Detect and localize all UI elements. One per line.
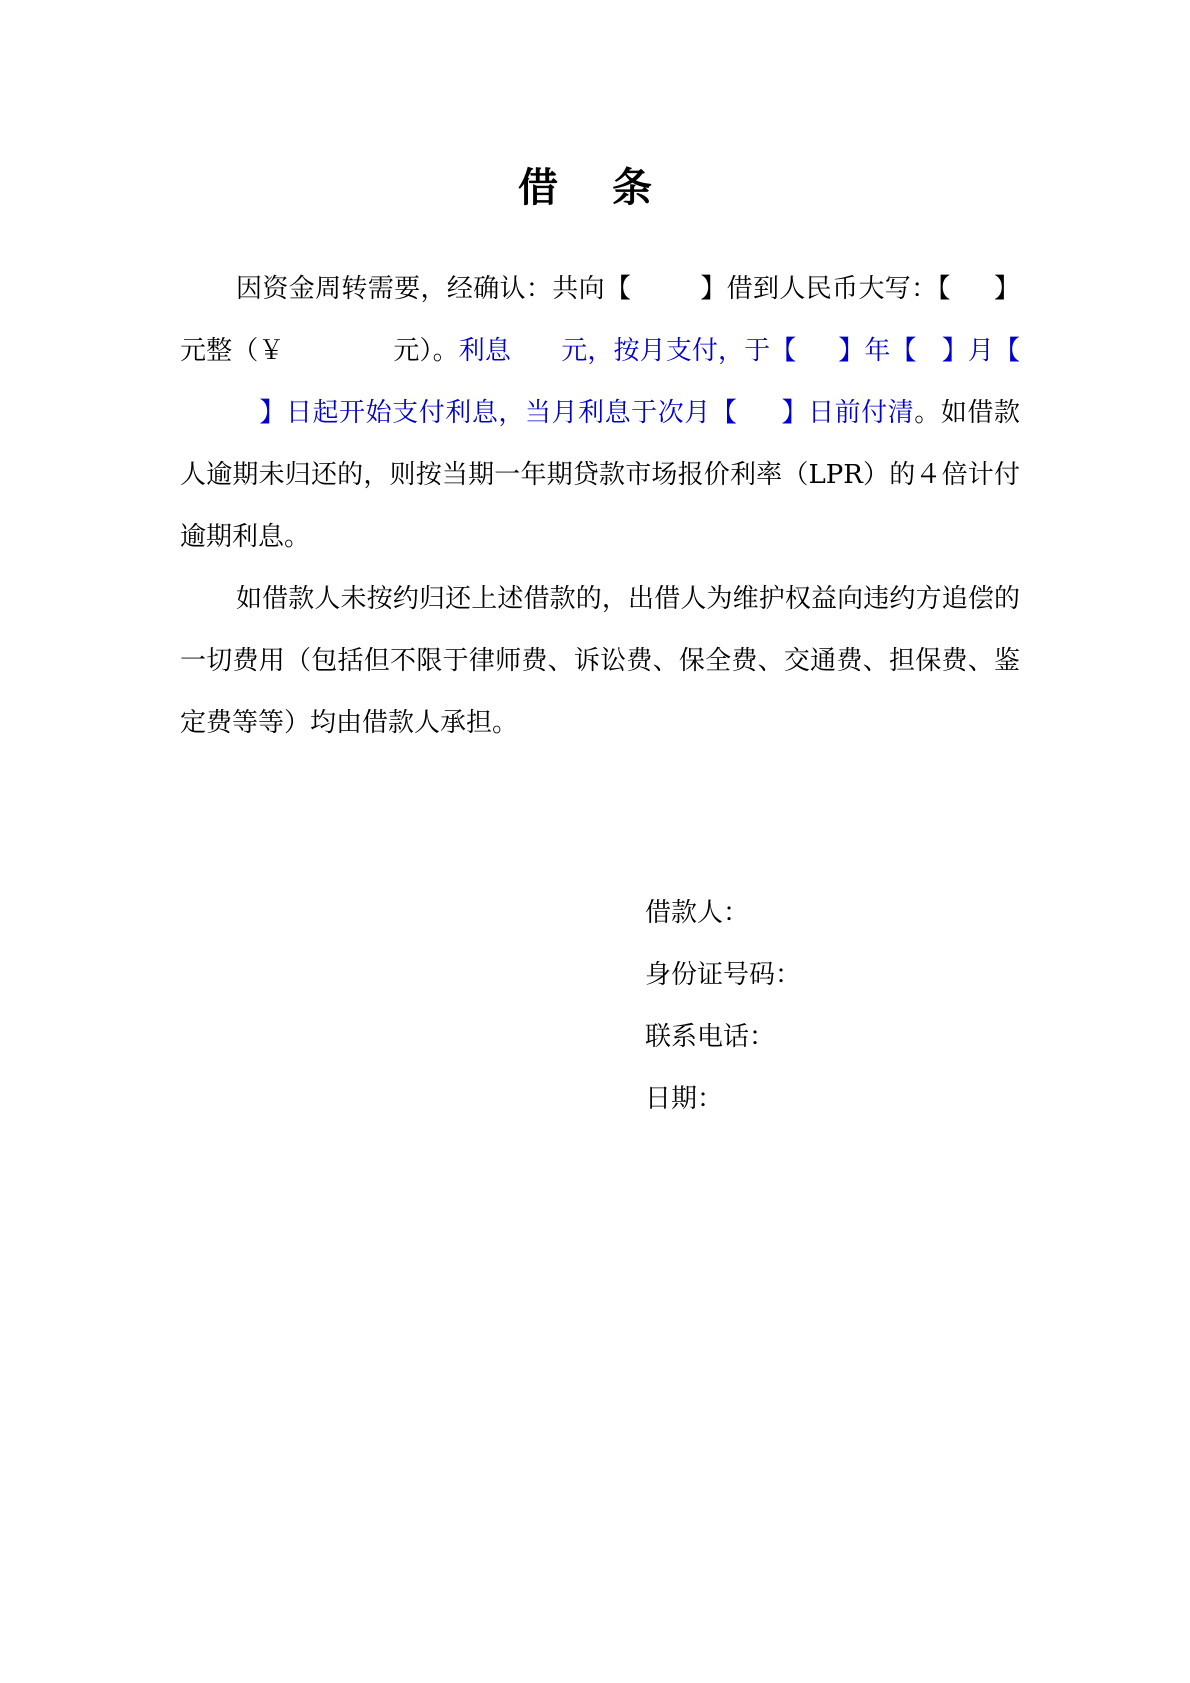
start-day-blank <box>180 398 259 428</box>
terms-text-5: 。如借款人逾期未归还的，则按当期一年期贷款市场报价利率（LPR）的４倍计付逾期利息。 <box>180 398 1020 552</box>
date-label: 日期： <box>645 1084 724 1114</box>
cost-liability-paragraph: 如借款人未按约归还上述借款的，出借人为维护权益向违约方追偿的一切费用（包括但不限于律师费、诉讼费、保全费、交通费、担保费、鉴定费等等）均由借款人承担。 <box>180 584 1020 738</box>
lender-blank <box>631 274 700 304</box>
terms-text-4: 元）。 <box>393 336 459 366</box>
document-title: 借 条 <box>518 164 672 211</box>
terms-text-1: 因资金周转需要，经确认：共向【 <box>236 274 632 304</box>
interest-amount-blank <box>511 336 561 366</box>
amount-words-blank <box>951 274 994 304</box>
interest-text-3: 】年【 <box>838 336 917 366</box>
loan-terms-paragraph <box>180 258 1020 568</box>
interest-text-6: 】日前付清 <box>781 398 915 428</box>
amount-number-blank <box>284 336 393 366</box>
due-day-blank <box>737 398 781 428</box>
borrower-label: 借款人： <box>645 898 750 928</box>
interest-text-4: 】月【 <box>941 336 1020 366</box>
phone-label: 联系电话： <box>645 1022 776 1052</box>
interest-text-1: 利息 <box>458 336 511 366</box>
signature-block <box>645 882 801 1130</box>
document-body <box>180 258 1020 754</box>
interest-text-5: 】日起开始支付利息，当月利息于次月【 <box>259 398 738 428</box>
terms-text-3: 】元整（￥ <box>180 274 1020 366</box>
interest-text-2: 元，按月支付，于【 <box>561 336 797 366</box>
start-month-blank <box>917 336 942 366</box>
id-number-label: 身份证号码： <box>645 960 802 990</box>
terms-text-2: 】借到人民币大写：【 <box>700 274 951 304</box>
start-year-blank <box>796 336 838 366</box>
